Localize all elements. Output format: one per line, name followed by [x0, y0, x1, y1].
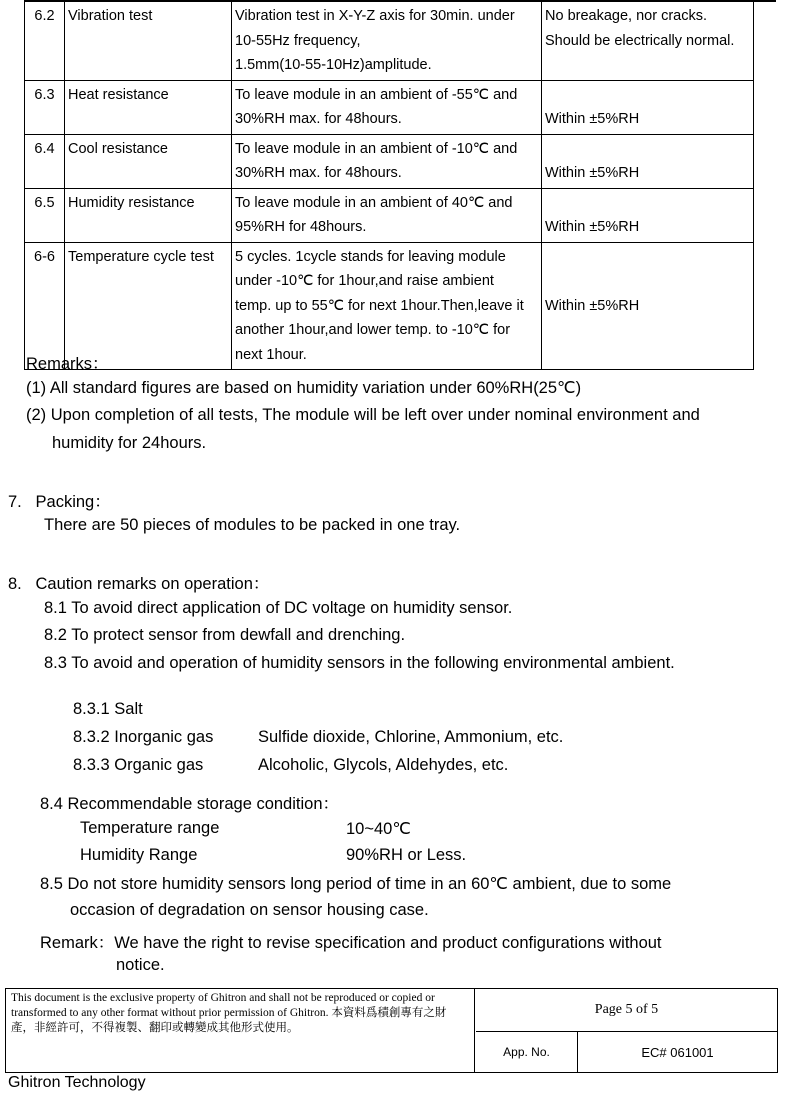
- test-no: 6.4: [25, 134, 65, 188]
- condition-line: under -10℃ for 1hour,and raise ambient: [235, 273, 494, 289]
- caution-heading: 8. Caution remarks on operation：: [8, 575, 270, 593]
- test-item: Heat resistance: [65, 80, 232, 134]
- test-no: 6-6: [25, 242, 65, 370]
- condition-line: next 1hour.: [235, 346, 307, 363]
- condition-line: 30%RH max. for 48hours.: [235, 111, 402, 127]
- test-result: [542, 2, 754, 81]
- remark-1: (1) All standard figures are based on humidity variation under 60%RH(25℃): [26, 379, 582, 397]
- test-item: Temperature cycle test: [65, 242, 232, 370]
- app-no-value: EC# 061001: [641, 1044, 714, 1060]
- test-table: [24, 1, 754, 370]
- test-condition: [232, 2, 542, 81]
- test-item: Cool resistance: [65, 134, 232, 188]
- condition-line: 1.5mm(10-55-10Hz)amplitude.: [235, 57, 432, 73]
- condition-line: To leave module in an ambient of 40℃ and: [235, 194, 513, 211]
- packing-heading: 7. Packing：: [8, 493, 111, 511]
- caution-8-4: 8.4 Recommendable storage condition：: [40, 795, 340, 813]
- caution-8-3-1: 8.3.1 Salt: [73, 700, 143, 718]
- caution-8-2: 8.2 To protect sensor from dewfall and drenching.: [44, 626, 406, 644]
- test-no: 6.2: [25, 2, 65, 81]
- company-name: Ghitron Technology: [8, 1074, 146, 1091]
- caution-8-3: 8.3 To avoid and operation of humidity sensors in the following environmental ambient.: [44, 654, 675, 672]
- remark-2-cont: humidity for 24hours.: [52, 434, 207, 452]
- table-row: [25, 188, 754, 242]
- test-result: Within ±5%RH: [542, 134, 754, 188]
- test-item: Humidity resistance: [65, 188, 232, 242]
- condition-line: Vibration test in X-Y-Z axis for 30min. under: [235, 8, 515, 24]
- app-no-label: App. No.: [476, 1032, 578, 1072]
- condition-line: another 1hour,and lower temp. to -10℃ for: [235, 322, 511, 338]
- table-row: [25, 2, 754, 81]
- caution-8-5: 8.5 Do not store humidity sensors long period of time in an 60℃ ambient, due to some: [40, 875, 672, 893]
- condition-line: To leave module in an ambient of -10℃ and: [235, 140, 518, 157]
- table-row: [25, 134, 754, 188]
- page-number: Page 5 of 5: [476, 989, 777, 1032]
- temp-range-label: Temperature range: [80, 819, 220, 837]
- test-result: Within ±5%RH: [542, 188, 754, 242]
- test-no: 6.5: [25, 188, 65, 242]
- copyright-notice: This document is the exclusive property of Ghitron and shall not be reproduced or copied or transformed to any other format without prior permission of Ghitron. 本資料爲積創專有之財產，非經許可，不得複製、翻印或轉變成其他形式使用。: [6, 989, 475, 1072]
- test-result: Within ±5%RH: [542, 242, 754, 370]
- caution-8-1: 8.1 To avoid direct application of DC voltage on humidity sensor.: [44, 599, 513, 617]
- test-condition: [232, 242, 542, 370]
- packing-text: There are 50 pieces of modules to be packed in one tray.: [44, 516, 461, 534]
- condition-line: 5 cycles. 1cycle stands for leaving module: [235, 248, 506, 265]
- revision-remark-cont: notice.: [116, 956, 165, 974]
- condition-line: 10-55Hz frequency,: [235, 32, 361, 49]
- test-item: Vibration test: [65, 2, 232, 81]
- test-condition: [232, 134, 542, 188]
- humidity-range-label: Humidity Range: [80, 846, 198, 864]
- temp-range-value: 10~40℃: [346, 820, 411, 838]
- result-line: No breakage, nor cracks.: [545, 8, 707, 24]
- result-line: Should be electrically normal.: [545, 32, 735, 49]
- condition-line: 30%RH max. for 48hours.: [235, 165, 402, 181]
- table-row: [25, 242, 754, 370]
- remark-2: (2) Upon completion of all tests, The module will be left over under nominal environment and: [26, 406, 700, 424]
- condition-line: To leave module in an ambient of -55℃ and: [235, 86, 518, 103]
- remarks-title: Remarks：: [26, 355, 109, 373]
- footer-box: [5, 988, 778, 1073]
- revision-remark: Remark：We have the right to revise specification and product configurations without: [40, 934, 662, 952]
- caution-8-3-3: 8.3.3 Organic gas: [73, 756, 204, 774]
- condition-line: temp. up to 55℃ for next 1hour.Then,leave it: [235, 297, 524, 314]
- caution-8-3-2-value: Sulfide dioxide, Chlorine, Ammonium, etc.: [258, 728, 564, 746]
- table-row: [25, 80, 754, 134]
- condition-line: 95%RH for 48hours.: [235, 219, 367, 235]
- test-no: 6.3: [25, 80, 65, 134]
- humidity-range-value: 90%RH or Less.: [346, 846, 467, 864]
- test-condition: [232, 188, 542, 242]
- caution-8-3-2: 8.3.2 Inorganic gas: [73, 728, 214, 746]
- caution-8-3-3-value: Alcoholic, Glycols, Aldehydes, etc.: [258, 756, 509, 774]
- caution-8-5-cont: occasion of degradation on sensor housing case.: [70, 901, 429, 919]
- test-result: Within ±5%RH: [542, 80, 754, 134]
- test-condition: [232, 80, 542, 134]
